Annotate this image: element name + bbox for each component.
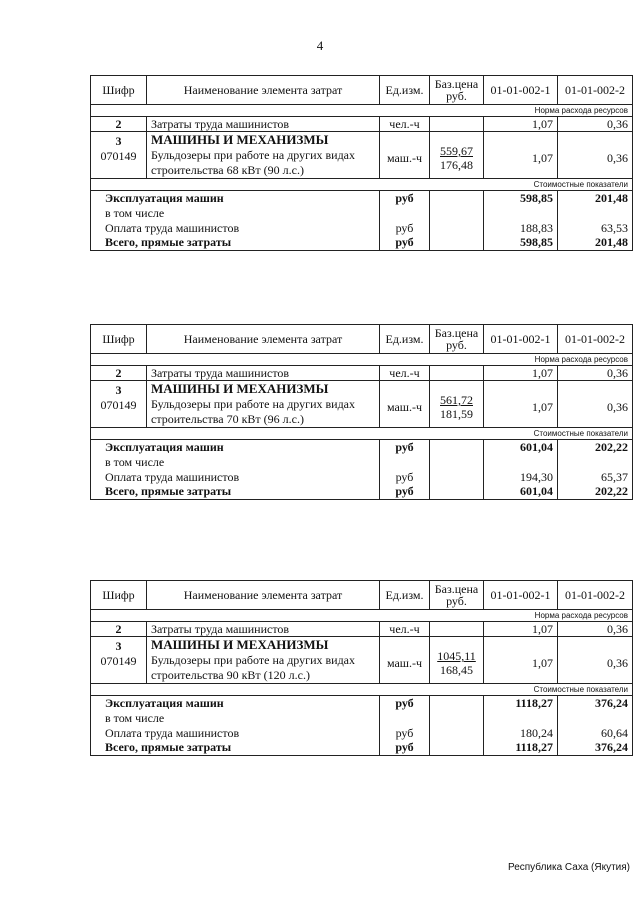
- table-header-row: [91, 76, 633, 105]
- machine-price-cell: [430, 381, 484, 428]
- including-label: в том числе: [91, 206, 380, 221]
- cost-table-1: [90, 75, 633, 251]
- machines-code: 3: [115, 639, 122, 653]
- header-unit: Ед.изм.: [380, 325, 430, 354]
- machines-title: МАШИНЫ И МЕХАНИЗМЫ: [151, 381, 329, 396]
- operator-pay-value-1: 188,83: [484, 221, 558, 236]
- total-value-2: 202,22: [558, 485, 633, 500]
- total-unit: руб: [380, 485, 430, 500]
- including-label: в том числе: [91, 711, 380, 726]
- labor-value-2: 0,36: [558, 622, 633, 637]
- exploitation-row: [91, 440, 633, 455]
- machines-code: 3: [115, 383, 122, 397]
- labor-row: [91, 117, 633, 132]
- machine-value-2: 0,36: [558, 637, 633, 684]
- machine-code-cell: [91, 132, 147, 179]
- labor-row: [91, 622, 633, 637]
- including-price: [430, 455, 484, 470]
- total-price: [430, 741, 484, 756]
- norm-label: Норма расхода ресурсов: [91, 354, 633, 366]
- machine-value-1: 1,07: [484, 637, 558, 684]
- total-value-2: 201,48: [558, 236, 633, 251]
- machines-row: [91, 381, 633, 428]
- header-base-price: Баз.цена руб.: [430, 581, 484, 610]
- labor-row: [91, 366, 633, 381]
- cost-row: [91, 428, 633, 440]
- total-value-1: 601,04: [484, 485, 558, 500]
- machine-name-line2: строительства 90 кВт (120 л.с.): [151, 668, 310, 682]
- exploitation-label: Эксплуатация машин: [91, 191, 380, 206]
- exploitation-value-1: 598,85: [484, 191, 558, 206]
- exploitation-unit: руб: [380, 440, 430, 455]
- page-number: 4: [316, 38, 324, 53]
- including-row: [91, 711, 633, 726]
- total-unit: руб: [380, 741, 430, 756]
- including-value-1: [484, 711, 558, 726]
- including-value-2: [558, 455, 633, 470]
- norm-row: [91, 610, 633, 622]
- labor-code: 2: [91, 366, 147, 381]
- operator-pay-unit: руб: [380, 726, 430, 741]
- including-row: [91, 206, 633, 221]
- header-name: Наименование элемента затрат: [147, 325, 380, 354]
- total-unit: руб: [380, 236, 430, 251]
- machine-name-line1: Бульдозеры при работе на других видах: [151, 397, 356, 411]
- machine-unit: маш.-ч: [380, 637, 430, 684]
- labor-name: Затраты труда машинистов: [147, 366, 380, 381]
- labor-value-1: 1,07: [484, 622, 558, 637]
- cost-label: Стоимостные показатели: [91, 684, 633, 696]
- labor-value-2: 0,36: [558, 117, 633, 132]
- header-unit: Ед.изм.: [380, 581, 430, 610]
- including-label: в том числе: [91, 455, 380, 470]
- exploitation-row: [91, 191, 633, 206]
- exploitation-value-1: 601,04: [484, 440, 558, 455]
- exploitation-price: [430, 440, 484, 455]
- labor-price: [430, 117, 484, 132]
- machine-value-1: 1,07: [484, 132, 558, 179]
- header-col2: 01-01-002-2: [558, 581, 633, 610]
- exploitation-value-2: 201,48: [558, 191, 633, 206]
- header-code: Шифр: [91, 581, 147, 610]
- machine-price: 559,67: [440, 144, 473, 158]
- including-value-1: [484, 455, 558, 470]
- labor-unit: чел.-ч: [380, 117, 430, 132]
- operator-pay-price: [430, 221, 484, 236]
- table-header-row: [91, 581, 633, 610]
- machine-value-2: 0,36: [558, 381, 633, 428]
- cost-table-3: [90, 580, 633, 756]
- labor-name: Затраты труда машинистов: [147, 117, 380, 132]
- labor-value-1: 1,07: [484, 366, 558, 381]
- machine-name-line1: Бульдозеры при работе на других видах: [151, 148, 356, 162]
- including-value-2: [558, 206, 633, 221]
- machine-price: 1045,11: [437, 649, 476, 663]
- header-code: Шифр: [91, 76, 147, 105]
- total-row: [91, 236, 633, 251]
- total-price: [430, 236, 484, 251]
- operator-pay-value-2: 60,64: [558, 726, 633, 741]
- cost-row: [91, 684, 633, 696]
- header-col1: 01-01-002-1: [484, 325, 558, 354]
- operator-pay-row: [91, 470, 633, 485]
- total-label: Всего, прямые затраты: [91, 485, 380, 500]
- machine-code: 070149: [100, 398, 137, 412]
- norm-row: [91, 354, 633, 366]
- labor-value-2: 0,36: [558, 366, 633, 381]
- footer-region: Республика Саха (Якутия): [507, 862, 630, 873]
- header-base-price: Баз.цена руб.: [430, 325, 484, 354]
- machine-name-cell: [147, 637, 380, 684]
- operator-pay-value-2: 65,37: [558, 470, 633, 485]
- header-name: Наименование элемента затрат: [147, 76, 380, 105]
- header-col1: 01-01-002-1: [484, 76, 558, 105]
- total-label: Всего, прямые затраты: [91, 236, 380, 251]
- exploitation-unit: руб: [380, 696, 430, 711]
- machine-unit: маш.-ч: [380, 381, 430, 428]
- machine-name-cell: [147, 381, 380, 428]
- exploitation-row: [91, 696, 633, 711]
- total-value-1: 598,85: [484, 236, 558, 251]
- total-row: [91, 485, 633, 500]
- operator-pay-row: [91, 726, 633, 741]
- cost-row: [91, 179, 633, 191]
- exploitation-price: [430, 191, 484, 206]
- header-col2: 01-01-002-2: [558, 76, 633, 105]
- norm-row: [91, 105, 633, 117]
- header-base-price: Баз.цена руб.: [430, 76, 484, 105]
- machine-name-line2: строительства 70 кВт (96 л.с.): [151, 412, 304, 426]
- operator-pay-unit: руб: [380, 221, 430, 236]
- including-unit: [380, 455, 430, 470]
- exploitation-value-1: 1118,27: [484, 696, 558, 711]
- labor-code: 2: [91, 622, 147, 637]
- machines-title: МАШИНЫ И МЕХАНИЗМЫ: [151, 132, 329, 147]
- machine-name-line1: Бульдозеры при работе на других видах: [151, 653, 356, 667]
- cost-label: Стоимостные показатели: [91, 179, 633, 191]
- machines-title: МАШИНЫ И МЕХАНИЗМЫ: [151, 637, 329, 652]
- including-value-1: [484, 206, 558, 221]
- operator-pay-unit: руб: [380, 470, 430, 485]
- labor-code: 2: [91, 117, 147, 132]
- including-price: [430, 711, 484, 726]
- operator-pay-value-1: 194,30: [484, 470, 558, 485]
- labor-unit: чел.-ч: [380, 366, 430, 381]
- machine-price-labor: 168,45: [440, 663, 473, 677]
- total-row: [91, 741, 633, 756]
- machines-row: [91, 637, 633, 684]
- machine-price-cell: [430, 637, 484, 684]
- header-code: Шифр: [91, 325, 147, 354]
- header-col2: 01-01-002-2: [558, 325, 633, 354]
- machines-code: 3: [115, 134, 122, 148]
- including-unit: [380, 711, 430, 726]
- total-value-2: 376,24: [558, 741, 633, 756]
- labor-price: [430, 622, 484, 637]
- cost-label: Стоимостные показатели: [91, 428, 633, 440]
- exploitation-price: [430, 696, 484, 711]
- operator-pay-price: [430, 470, 484, 485]
- exploitation-value-2: 376,24: [558, 696, 633, 711]
- total-price: [430, 485, 484, 500]
- machine-value-2: 0,36: [558, 132, 633, 179]
- machine-code: 070149: [100, 654, 137, 668]
- including-row: [91, 455, 633, 470]
- machine-unit: маш.-ч: [380, 132, 430, 179]
- labor-value-1: 1,07: [484, 117, 558, 132]
- including-unit: [380, 206, 430, 221]
- total-value-1: 1118,27: [484, 741, 558, 756]
- machine-value-1: 1,07: [484, 381, 558, 428]
- table-header-row: [91, 325, 633, 354]
- exploitation-label: Эксплуатация машин: [91, 440, 380, 455]
- labor-unit: чел.-ч: [380, 622, 430, 637]
- operator-pay-label: Оплата труда машинистов: [91, 726, 380, 741]
- operator-pay-row: [91, 221, 633, 236]
- machine-code-cell: [91, 637, 147, 684]
- machine-code-cell: [91, 381, 147, 428]
- labor-price: [430, 366, 484, 381]
- machine-code: 070149: [100, 149, 137, 163]
- operator-pay-label: Оплата труда машинистов: [91, 470, 380, 485]
- operator-pay-value-2: 63,53: [558, 221, 633, 236]
- norm-label: Норма расхода ресурсов: [91, 105, 633, 117]
- exploitation-value-2: 202,22: [558, 440, 633, 455]
- header-unit: Ед.изм.: [380, 76, 430, 105]
- including-price: [430, 206, 484, 221]
- machine-price-cell: [430, 132, 484, 179]
- norm-label: Норма расхода ресурсов: [91, 610, 633, 622]
- machine-price: 561,72: [440, 393, 473, 407]
- header-name: Наименование элемента затрат: [147, 581, 380, 610]
- total-label: Всего, прямые затраты: [91, 741, 380, 756]
- operator-pay-label: Оплата труда машинистов: [91, 221, 380, 236]
- operator-pay-price: [430, 726, 484, 741]
- machine-name-cell: [147, 132, 380, 179]
- exploitation-unit: руб: [380, 191, 430, 206]
- including-value-2: [558, 711, 633, 726]
- machine-name-line2: строительства 68 кВт (90 л.с.): [151, 163, 304, 177]
- machine-price-labor: 176,48: [440, 158, 473, 172]
- labor-name: Затраты труда машинистов: [147, 622, 380, 637]
- exploitation-label: Эксплуатация машин: [91, 696, 380, 711]
- cost-table-2: [90, 324, 633, 500]
- machine-price-labor: 181,59: [440, 407, 473, 421]
- header-col1: 01-01-002-1: [484, 581, 558, 610]
- operator-pay-value-1: 180,24: [484, 726, 558, 741]
- machines-row: [91, 132, 633, 179]
